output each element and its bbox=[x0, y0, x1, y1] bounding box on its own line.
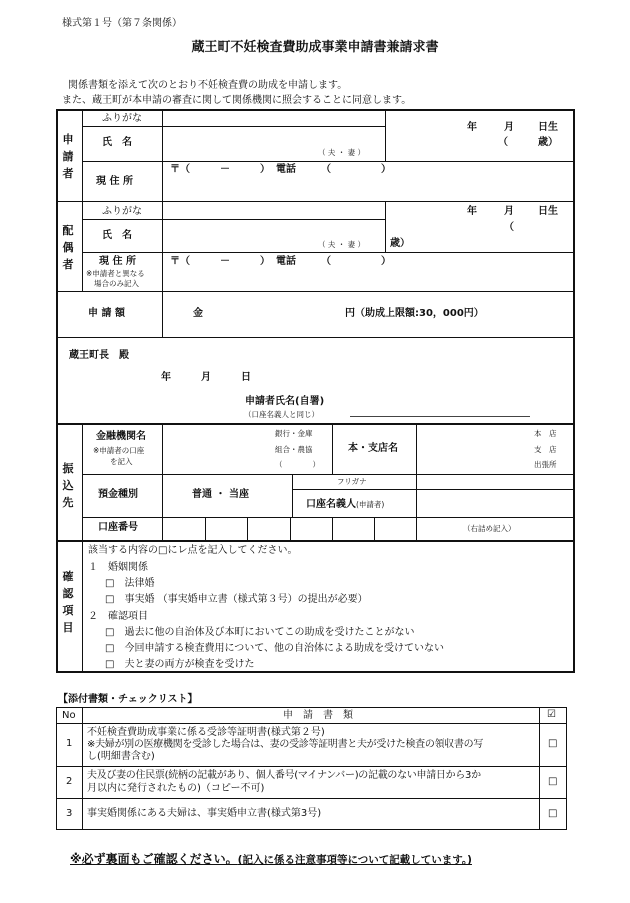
spouse-dob-month: 月 bbox=[504, 206, 514, 217]
checklist-checkbox-2[interactable]: □ bbox=[548, 776, 558, 787]
branch-label: 本・支店名 bbox=[348, 443, 398, 454]
spouse-dob-day: 日生 bbox=[538, 206, 558, 217]
signer-label: 申請者氏名(自署) bbox=[245, 396, 325, 407]
confirm-item-common-law[interactable]: □ 事実婚 （事実婚申立書（様式第３号）の提出が必要） bbox=[105, 594, 368, 605]
branch-type-office[interactable]: 出張所 bbox=[534, 460, 557, 469]
applicant-husband-wife[interactable]: （ 夫 ・ 妻 ） bbox=[318, 148, 366, 157]
spouse-address-note-2: 場合のみ記入 bbox=[94, 279, 139, 288]
account-number-label: 口座番号 bbox=[98, 522, 138, 533]
applicant-furigana-field[interactable] bbox=[165, 111, 383, 125]
applicant-address-label: 現 住 所 bbox=[96, 176, 133, 187]
form-number: 様式第１号（第７条関係） bbox=[62, 18, 182, 29]
checklist-checkbox-3[interactable]: □ bbox=[548, 808, 558, 819]
spouse-furigana-field[interactable] bbox=[165, 204, 383, 218]
confirm-instruction: 該当する内容の□にレ点を記入してください。 bbox=[88, 545, 298, 556]
institution-note-1: ※申請者の口座 bbox=[93, 446, 145, 455]
holder-kana-field[interactable] bbox=[418, 476, 573, 488]
checklist-col-no: No bbox=[62, 710, 76, 721]
amount-label: 申 請 額 bbox=[88, 308, 125, 319]
applicant-phone[interactable]: 電話 （ ） bbox=[276, 164, 391, 175]
page-title: 蔵王町不妊検査費助成事業申請書兼請求書 bbox=[191, 40, 439, 55]
deposit-type-options[interactable]: 普通 ・ 当座 bbox=[192, 489, 249, 500]
footer-note-main: ※必ず裏面もご確認ください。 bbox=[70, 852, 238, 866]
institution-type-other[interactable]: （ ） bbox=[275, 460, 320, 469]
institution-type-bank[interactable]: 銀行・金庫 bbox=[275, 429, 313, 438]
spouse-age-close: 歳） bbox=[390, 238, 410, 249]
applicant-dob-year: 年 bbox=[467, 122, 477, 133]
institution-label: 金融機関名 bbox=[96, 431, 146, 442]
applicant-name-field[interactable] bbox=[165, 128, 315, 158]
branch-type-branch[interactable]: 支 店 bbox=[534, 445, 557, 454]
applicant-furigana-label: ふりがな bbox=[102, 113, 142, 124]
addressee-mayor: 蔵王町長 殿 bbox=[69, 350, 129, 361]
checklist-checkbox-1[interactable]: □ bbox=[548, 738, 558, 749]
applicant-dob-month: 月 bbox=[504, 122, 514, 133]
applicant-name-label: 氏 名 bbox=[102, 137, 132, 148]
amount-prefix: 金 bbox=[193, 308, 203, 319]
intro-line-2: また、蔵王町が本申請の審査に関して関係機関に照会することに同意します。 bbox=[62, 95, 412, 106]
intro-line-1: 関係書類を添えて次のとおり不妊検査費の助成を申請します。 bbox=[68, 80, 348, 91]
checklist-col-check: ☑ bbox=[547, 709, 556, 720]
confirm-item-legal-marriage[interactable]: □ 法律婚 bbox=[105, 578, 155, 589]
checklist-col-doc: 申 請 書 類 bbox=[283, 710, 353, 721]
holder-label: 口座名義人(申請者) bbox=[306, 499, 385, 510]
applicant-postal[interactable]: 〒（ － ） bbox=[170, 164, 270, 175]
confirm-heading-check: ２ 確認項目 bbox=[88, 611, 148, 622]
footer-note-sub: (記入に係る注意事項等について記載しています。) bbox=[237, 854, 472, 866]
spouse-age-open: （ bbox=[504, 222, 514, 233]
spouse-husband-wife[interactable]: （ 夫 ・ 妻 ） bbox=[318, 240, 366, 249]
institution-note-2: を記入 bbox=[110, 457, 133, 466]
spouse-postal[interactable]: 〒（ － ） bbox=[170, 256, 270, 267]
account-number-field[interactable] bbox=[164, 519, 414, 539]
holder-kana-label: フリガナ bbox=[337, 477, 367, 486]
spouse-name-label: 氏 名 bbox=[102, 230, 132, 241]
application-date[interactable]: 年 月 日 bbox=[161, 372, 251, 383]
branch-type-main[interactable]: 本 店 bbox=[534, 429, 557, 438]
checklist-heading: 【添付書類・チェックリスト】 bbox=[58, 694, 198, 705]
confirm-item-no-prior[interactable]: □ 過去に他の自治体及び本町においてこの助成を受けたことがない bbox=[105, 627, 415, 638]
right-align-note: （右詰め記入） bbox=[463, 524, 516, 533]
institution-type-coop[interactable]: 組合・農協 bbox=[275, 445, 313, 454]
holder-name-field[interactable] bbox=[418, 491, 573, 515]
amount-suffix: 円（助成上限額:30，000円） bbox=[345, 308, 484, 319]
spouse-dob-year: 年 bbox=[467, 206, 477, 217]
confirm-item-no-other[interactable]: □ 今回申請する検査費用について、他の自治体による助成を受けていない bbox=[105, 643, 445, 654]
spouse-phone[interactable]: 電話 （ ） bbox=[276, 256, 391, 267]
spouse-address-label: 現 住 所 bbox=[99, 256, 136, 267]
applicant-dob-day: 日生 bbox=[538, 122, 558, 133]
spouse-name-field[interactable] bbox=[165, 221, 315, 250]
confirm-heading-marriage: １ 婚姻関係 bbox=[88, 562, 148, 573]
spouse-address-note-1: ※申請者と異なる bbox=[86, 269, 145, 278]
confirm-item-both-tested[interactable]: □ 夫と妻の両方が検査を受けた bbox=[105, 659, 255, 670]
applicant-age-open: （ bbox=[498, 137, 508, 148]
institution-name-field[interactable] bbox=[165, 427, 270, 471]
deposit-type-label: 預金種別 bbox=[98, 489, 138, 500]
signature-line[interactable] bbox=[350, 416, 530, 417]
signer-note: （口座名義人と同じ） bbox=[244, 410, 319, 419]
footer-note bbox=[70, 852, 472, 867]
applicant-age-close: 歳） bbox=[538, 137, 558, 148]
spouse-furigana-label: ふりがな bbox=[102, 206, 142, 217]
amount-field[interactable] bbox=[210, 302, 340, 324]
branch-name-field[interactable] bbox=[420, 427, 520, 471]
